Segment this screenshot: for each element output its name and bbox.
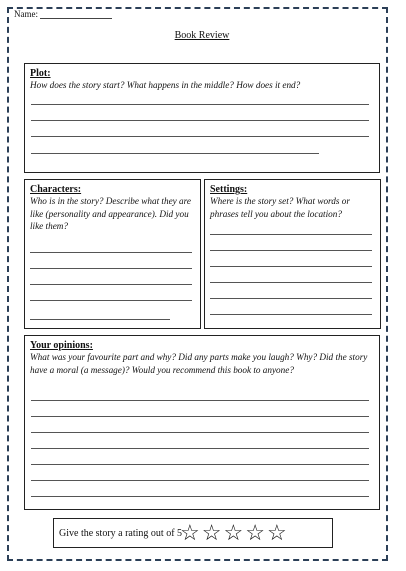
writing-line[interactable] bbox=[31, 104, 369, 105]
writing-line[interactable] bbox=[31, 416, 369, 417]
plot-section bbox=[24, 63, 380, 173]
name-field[interactable] bbox=[14, 9, 112, 19]
rating-label: Give the story a rating out of 5 bbox=[59, 527, 183, 539]
writing-line[interactable] bbox=[210, 282, 372, 283]
rating-section bbox=[53, 518, 333, 548]
writing-line[interactable] bbox=[30, 319, 170, 320]
name-label: Name: bbox=[14, 9, 38, 19]
rating-stars bbox=[180, 522, 289, 544]
writing-line[interactable] bbox=[31, 464, 369, 465]
writing-line[interactable] bbox=[31, 120, 369, 121]
writing-line[interactable] bbox=[30, 284, 192, 285]
writing-line[interactable] bbox=[30, 268, 192, 269]
star-icon[interactable]: ☆ bbox=[266, 520, 287, 545]
plot-heading: Plot: bbox=[30, 68, 51, 79]
star-icon[interactable]: ☆ bbox=[180, 520, 200, 545]
writing-line[interactable] bbox=[31, 480, 369, 481]
characters-section bbox=[24, 179, 201, 329]
writing-line[interactable] bbox=[31, 136, 369, 137]
settings-prompt: Where is the story set? What words or phrases tell you about the location? bbox=[210, 196, 350, 219]
writing-line[interactable] bbox=[210, 314, 372, 315]
writing-line[interactable] bbox=[31, 153, 319, 154]
writing-line[interactable] bbox=[31, 496, 369, 497]
writing-line[interactable] bbox=[31, 432, 369, 433]
star-icon[interactable]: ☆ bbox=[223, 520, 244, 545]
opinions-section bbox=[24, 335, 380, 510]
star-icon[interactable]: ☆ bbox=[245, 520, 265, 545]
page-title: Book Review bbox=[174, 30, 230, 41]
opinions-prompt: What was your favourite part and why? Did any parts make you laugh? Why? Did the story have a moral (a message)? Would you recommend this book to anyone? bbox=[30, 352, 368, 375]
writing-line[interactable] bbox=[210, 234, 372, 235]
settings-heading: Settings: bbox=[210, 184, 248, 195]
writing-line[interactable] bbox=[30, 252, 192, 253]
writing-line[interactable] bbox=[30, 300, 192, 301]
star-icon[interactable]: ☆ bbox=[201, 520, 222, 545]
writing-line[interactable] bbox=[31, 448, 369, 449]
writing-line[interactable] bbox=[31, 400, 369, 401]
settings-section bbox=[204, 179, 381, 329]
characters-heading: Characters: bbox=[30, 184, 82, 195]
writing-line[interactable] bbox=[210, 266, 372, 267]
characters-prompt: Who is in the story? Describe what they are like (personality and appearance). Did you like them? bbox=[30, 196, 191, 231]
opinions-heading: Your opinions: bbox=[30, 340, 93, 351]
writing-line[interactable] bbox=[210, 250, 372, 251]
name-line[interactable] bbox=[40, 9, 112, 19]
plot-prompt: How does the story start? What happens in the middle? How does it end? bbox=[30, 80, 301, 90]
writing-line[interactable] bbox=[210, 298, 372, 299]
